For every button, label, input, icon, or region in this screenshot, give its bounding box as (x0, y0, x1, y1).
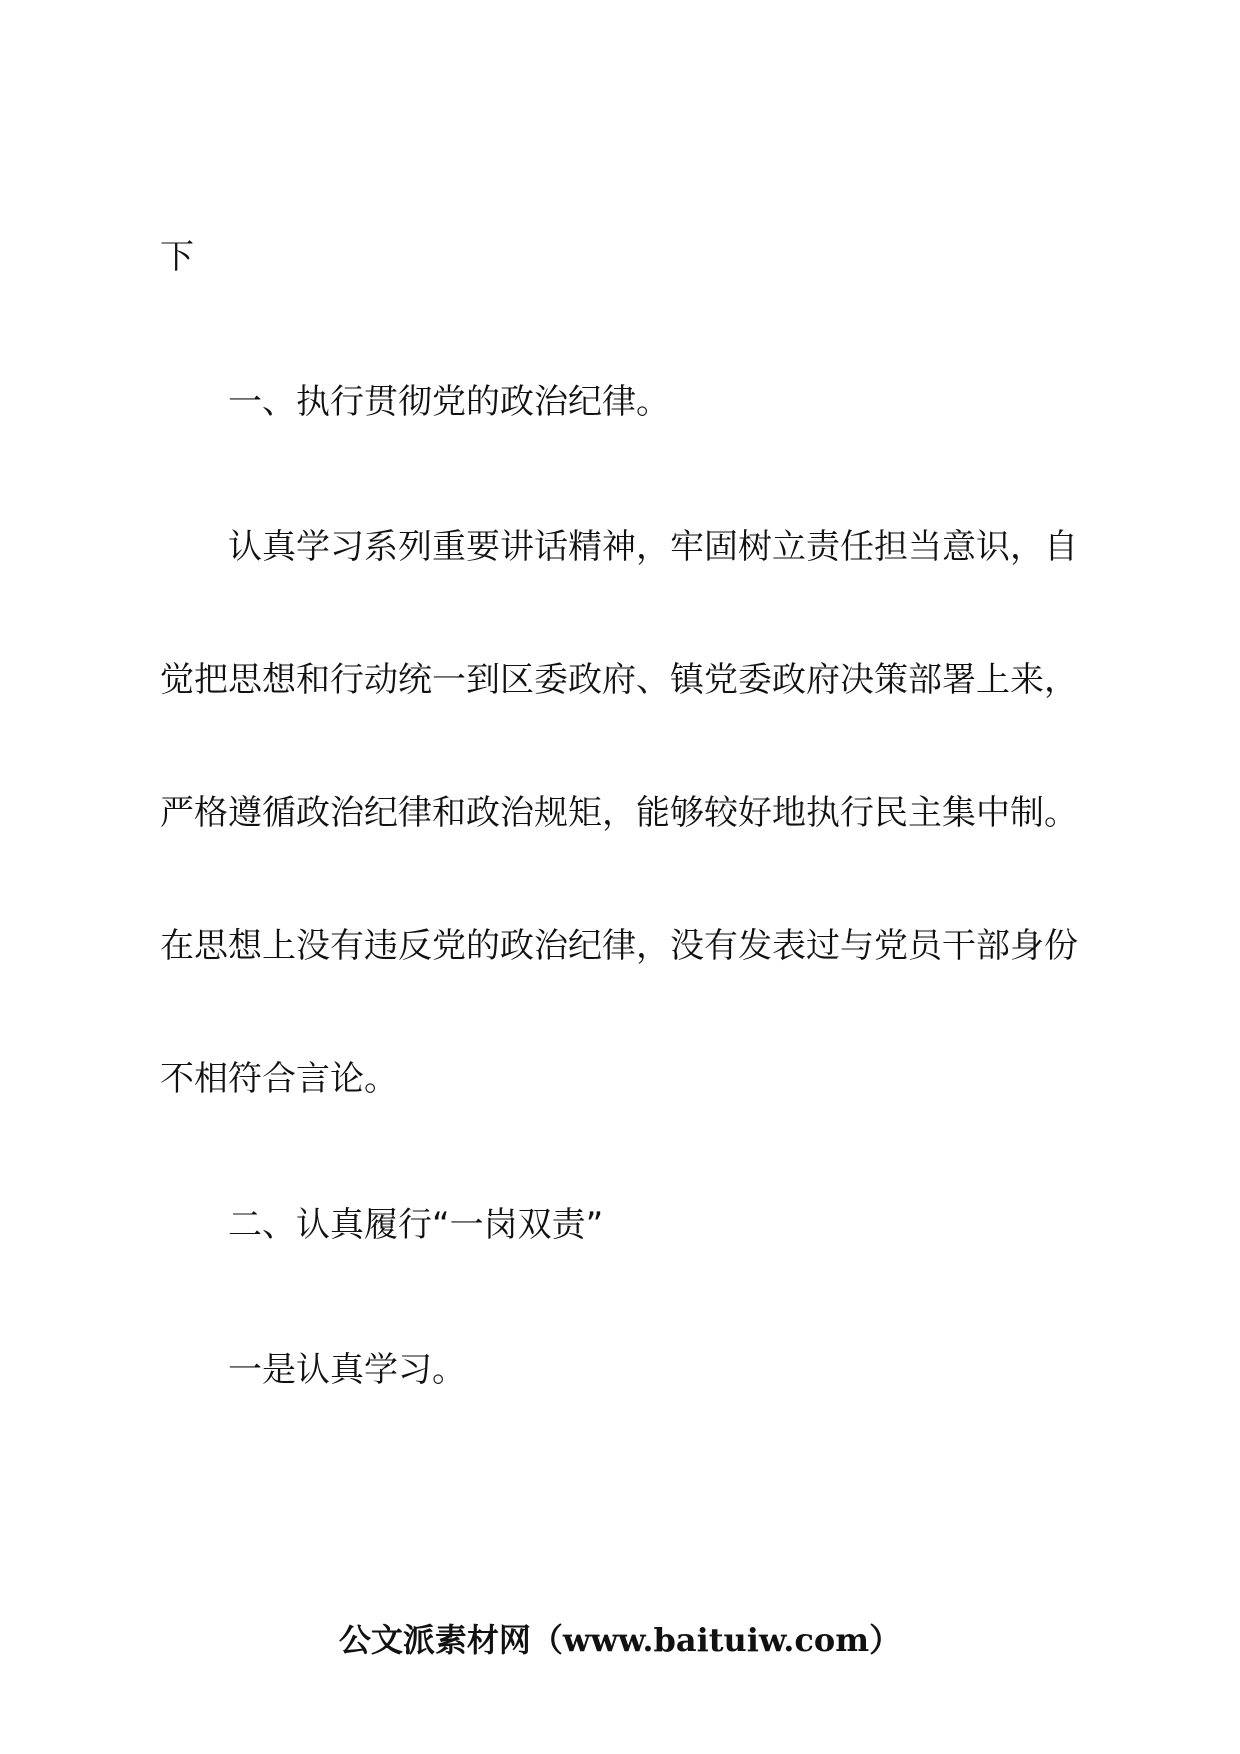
paragraph-line-4: 在思想上没有违反党的政治纪律，没有发表过与党员干部身份 (160, 926, 1078, 966)
paragraph-line-2: 觉把思想和行动统一到区委政府、镇党委政府决策部署上来， (160, 660, 1078, 700)
paragraph-line-5: 不相符合言论。 (160, 1059, 398, 1099)
section-heading-2: 二、认真履行“一岗双责” (228, 1205, 604, 1245)
section-heading-1: 一、执行贯彻党的政治纪律。 (228, 382, 670, 422)
paragraph-line-3: 严格遵循政治纪律和政治规矩，能够较好地执行民主集中制。 (160, 793, 1078, 833)
footer-source: 公文派素材网（www.baituiw.com） (338, 1621, 902, 1659)
text-line-1: 下 (160, 237, 194, 277)
paragraph-line-1: 认真学习系列重要讲话精神，牢固树立责任担当意识，自 (228, 527, 1078, 567)
text-line-2: 一是认真学习。 (228, 1350, 466, 1390)
